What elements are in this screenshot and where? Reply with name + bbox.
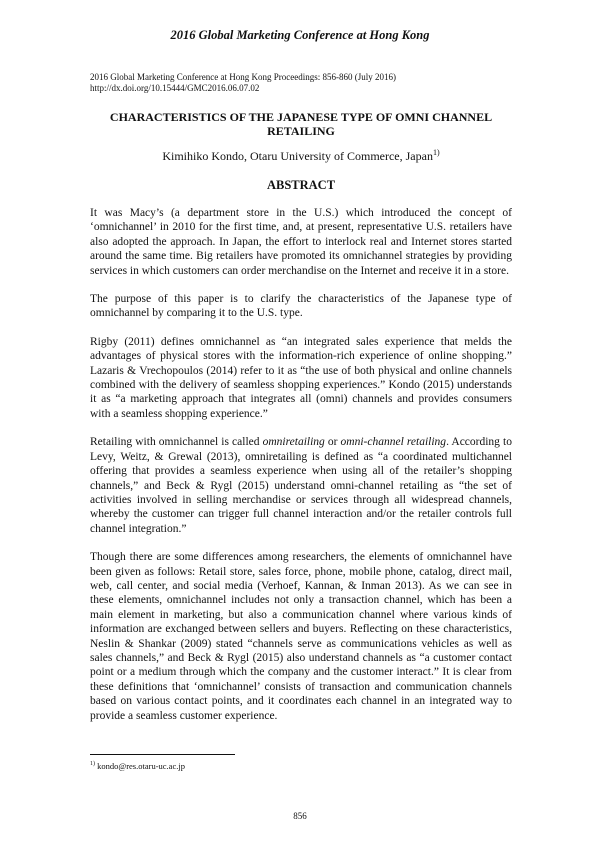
paragraph-5: Though there are some differences among researchers, the elements of omnichannel have been given as follows: Retail store, sales force, phone, mobile phone, catalog, direct mail, web, call center, and social media (Verhoef, Kannan, & Inman 2013). As we can see in these elements, omnichannel includes not only a transaction channel, which has been a main element in marketing, but also a communication channel where various kinds of information are exchanged between sellers and buyers. Reflecting on these characteristics, Neslin & Shankar (2009) stated “channels serve as communications vehicles as well as sales channels,” and Beck & Rygl (2015) also understand channels as “a customer contact point or a medium through which the company and the customer interact.” It is clear from these definitions that ‘omnichannel’ consists of transaction and communication channels based on various contact points, and it coordinates each channel in an integrated way to provide a seamless customer experience.: [90, 551, 512, 722]
paragraph-2: The purpose of this paper is to clarify the characteristics of the Japanese type of omnichannel by comparing it to the U.S. type.: [90, 293, 512, 320]
footnote-email[interactable]: kondo@res.otaru-uc.ac.jp: [95, 761, 185, 771]
author-line: [90, 148, 512, 164]
paragraph-4-text-b: or: [324, 436, 341, 449]
proceedings-info: [90, 72, 520, 94]
running-head: 2016 Global Marketing Conference at Hong Kong: [170, 28, 430, 42]
proceedings-line: 2016 Global Marketing Conference at Hong Kong Proceedings: 856-860 (July 2016): [90, 72, 396, 82]
term-omni-channel-retailing: omni-channel retailing: [340, 436, 447, 449]
footnote: [90, 761, 390, 771]
doi-link[interactable]: http://dx.doi.org/10.15444/GMC2016.06.07.02: [90, 83, 260, 93]
page-number: 856: [293, 811, 307, 821]
paragraph-4-text-a: Retailing with omnichannel is called: [90, 436, 263, 449]
abstract-body: [90, 206, 512, 737]
paragraph-4-text-c: . According to Levy, Weitz, & Grewal (2013), omniretailing is defined as “a coordinated multichannel offering that provides a seamless experience when using all of the retailer’s shopping channels,” and Beck & Rygl (2015) understand omni-channel retailing as “the set of activities involved in selling merchandise or services through all widespread channels, whereby the customer can trigger full channel interaction and/or the retailer controls full channel integration.”: [90, 436, 512, 535]
paragraph-1: It was Macy’s (a department store in the U.S.) which introduced the concept of ‘omnichannel’ in 2010 for the first time, and, at present, representative U.S. retailers have also adopted the approach. In Japan, the effort to interlock real and Internet stores started around the same time. Big retailers have promoted its omnichannel strategies by providing services in which customers can order merchandise on the Internet and receive it in a store.: [90, 207, 512, 277]
footnote-mark: 1): [90, 761, 95, 768]
footnote-divider: [90, 754, 235, 755]
paper-title: CHARACTERISTICS OF THE JAPANESE TYPE OF OMNI CHANNEL RETAILING: [109, 110, 493, 138]
author-footnote-mark: 1): [432, 148, 440, 157]
term-omniretailing: omniretailing: [262, 436, 325, 449]
paragraph-4: [90, 435, 512, 536]
author-name: Kimihiko Kondo, Otaru University of Commerce, Japan: [162, 149, 433, 163]
paragraph-3: Rigby (2011) defines omnichannel as “an integrated sales experience that melds the advantages of physical stores with the information-rich experience of online shopping.” Lazaris & Vrechopoulos (2014) refer to it as “the use of both physical and online channels combined with the delivery of seamless shopping experiences.” Kondo (2015) understands it as “a marketing approach that integrates all (omni) channels and provides consumers with a seamless shopping experience.”: [90, 335, 512, 420]
abstract-heading: ABSTRACT: [266, 178, 336, 192]
